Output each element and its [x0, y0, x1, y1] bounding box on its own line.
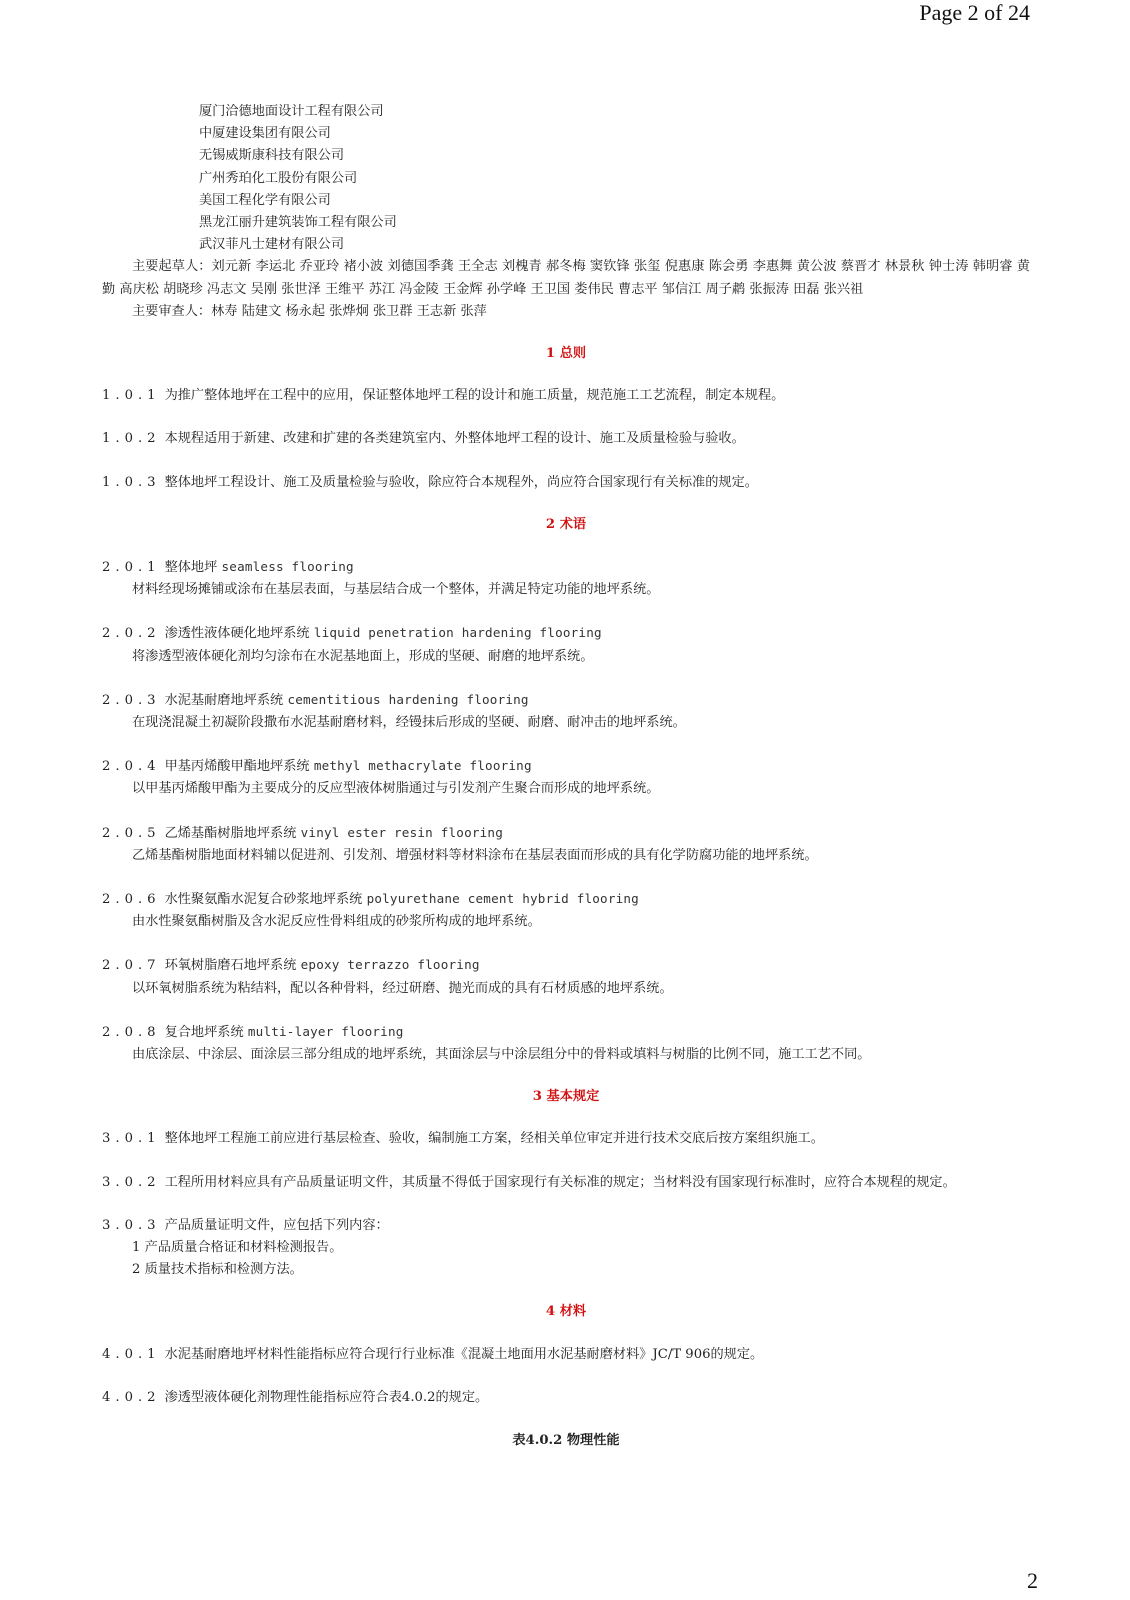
term-name: 复合地坪系统	[164, 1024, 244, 1040]
term-definition: 将渗透型液体硬化剂均匀涂布在水泥基地面上，形成的坚硬、耐磨的地坪系统。	[132, 648, 594, 664]
clause-number: 2.0.2	[102, 626, 161, 642]
reviewers-label: 主要审查人：	[132, 303, 212, 319]
clause-number: 2.0.1	[102, 559, 161, 575]
term-entry	[102, 954, 1030, 999]
drafters-label: 主要起草人：	[132, 259, 212, 275]
page-number: 2	[1027, 1568, 1038, 1593]
reviewers-names: 林寿 陆建文 杨永起 张烨炯 张卫群 王志新 张萍	[211, 303, 487, 319]
clause	[102, 1215, 1030, 1282]
clause-text: 本规程适用于新建、改建和扩建的各类建筑室内、外整体地坪工程的设计、施工及质量检验与验收。	[164, 431, 745, 447]
clause	[102, 1387, 1030, 1409]
clause-number: 1.0.3	[102, 474, 161, 490]
section-title-general: 1 总则	[545, 345, 587, 361]
clause-number: 1.0.1	[102, 388, 161, 404]
term-definition: 材料经现场摊铺或涂布在基层表面，与基层结合成一个整体，并满足特定功能的地坪系统。	[132, 582, 660, 598]
term-name: 整体地坪	[164, 559, 218, 575]
term-entry	[102, 556, 1030, 601]
term-english: vinyl ester resin flooring	[300, 824, 503, 840]
list-item: 黑龙江丽升建筑装饰工程有限公司	[199, 214, 397, 230]
clause-number: 3.0.1	[102, 1131, 161, 1147]
clause	[102, 472, 1030, 494]
clause-text: 整体地坪工程施工前应进行基层检查、验收，编制施工方案，经相关单位审定并进行技术交底后按方案组织施工。	[164, 1131, 824, 1147]
clause-number: 4.0.1	[102, 1346, 161, 1362]
term-entry	[102, 755, 1030, 800]
clause-number: 2.0.8	[102, 1024, 161, 1040]
clause-number: 3.0.2	[102, 1174, 161, 1190]
clause	[102, 1128, 1030, 1150]
table-caption: 表4.0.2 物理性能	[512, 1433, 620, 1449]
section-title-basic-rules: 3 基本规定	[532, 1089, 600, 1105]
term-entry	[102, 622, 1030, 667]
term-definition: 在现浇混凝土初凝阶段撒布水泥基耐磨材料，经镘抹后形成的坚硬、耐磨、耐冲击的地坪系统。	[132, 714, 686, 730]
term-name: 环氧树脂磨石地坪系统	[164, 958, 297, 974]
clause-number: 2.0.4	[102, 759, 161, 775]
term-entry	[102, 888, 1030, 933]
clause-number: 2.0.6	[102, 891, 161, 907]
term-entry	[102, 689, 1030, 734]
document-body	[102, 101, 1030, 1452]
clause	[102, 1172, 1030, 1194]
term-definition: 以环氧树脂系统为粘结料，配以各种骨料，经过研磨、抛光而成的具有石材质感的地坪系统。	[132, 980, 673, 996]
list-item: 厦门洽德地面设计工程有限公司	[199, 104, 384, 119]
term-name: 水性聚氨酯水泥复合砂浆地坪系统	[164, 891, 363, 907]
company-list	[102, 101, 1030, 256]
clause-number: 2.0.3	[102, 692, 161, 708]
clause	[102, 428, 1030, 450]
term-name: 乙烯基酯树脂地坪系统	[164, 825, 297, 841]
term-name: 水泥基耐磨地坪系统	[164, 692, 284, 708]
list-item: 中厦建设集团有限公司	[199, 126, 331, 142]
term-english: epoxy terrazzo flooring	[300, 957, 480, 973]
list-item: 无锡威斯康科技有限公司	[199, 148, 345, 164]
term-english: cementitious hardening flooring	[287, 691, 529, 707]
list-item: 1 产品质量合格证和材料检测报告。	[132, 1240, 343, 1255]
term-english: polyurethane cement hybrid flooring	[366, 890, 639, 906]
term-name: 甲基丙烯酸甲酯地坪系统	[164, 759, 310, 775]
list-item: 广州秀珀化工股份有限公司	[199, 170, 358, 186]
clause-number: 2.0.5	[102, 825, 161, 841]
term-english: multi-layer flooring	[247, 1023, 404, 1039]
clause-number: 2.0.7	[102, 958, 161, 974]
reviewers-paragraph	[102, 301, 1030, 323]
term-entry	[102, 1021, 1030, 1066]
clause-text: 工程所用材料应具有产品质量证明文件，其质量不得低于国家现行有关标准的规定；当材料没有国家现行标准时，应符合本规程的规定。	[164, 1174, 956, 1190]
clause	[102, 1344, 1030, 1366]
section-title-materials: 4 材料	[545, 1304, 587, 1320]
term-definition: 乙烯基酯树脂地面材料辅以促进剂、引发剂、增强材料等材料涂布在基层表面而形成的具有化学防腐功能的地坪系统。	[132, 847, 818, 863]
clause-number: 4.0.2	[102, 1389, 161, 1405]
clause-text: 产品质量证明文件，应包括下列内容：	[164, 1217, 389, 1233]
term-english: methyl methacrylate flooring	[313, 758, 532, 774]
clause	[102, 385, 1030, 407]
clause-number: 3.0.3	[102, 1217, 161, 1233]
term-definition: 由水性聚氨酯树脂及含水泥反应性骨料组成的砂浆所构成的地坪系统。	[132, 914, 541, 930]
list-item: 武汉菲凡士建材有限公司	[199, 237, 345, 253]
clause-text: 为推广整体地坪在工程中的应用，保证整体地坪工程的设计和施工质量，规范施工工艺流程，制定本规程。	[164, 388, 785, 404]
section-title-terms: 2 术语	[545, 516, 587, 532]
clause-number: 1.0.2	[102, 431, 161, 447]
term-definition: 由底涂层、中涂层、面涂层三部分组成的地坪系统，其面涂层与中涂层组分中的骨料或填料与树脂的比例不同，施工工艺不同。	[132, 1046, 871, 1062]
list-item: 美国工程化学有限公司	[199, 192, 331, 208]
list-item: 2 质量技术指标和检测方法。	[132, 1262, 303, 1278]
term-definition: 以甲基丙烯酸甲酯为主要成分的反应型液体树脂通过与引发剂产生聚合而形成的地坪系统。	[132, 781, 660, 797]
clause-text: 水泥基耐磨地坪材料性能指标应符合现行行业标准《混凝土地面用水泥基耐磨材料》JC/T 906的规定。	[164, 1346, 764, 1362]
term-name: 渗透性液体硬化地坪系统	[164, 626, 310, 642]
clause-text: 整体地坪工程设计、施工及质量检验与验收，除应符合本规程外，尚应符合国家现行有关标准的规定。	[164, 474, 758, 490]
drafters-names: 刘元新 李运北 乔亚玲 褚小波 刘德国季龚 王全志 刘槐青 郝冬梅 窦钦锋 张玺 倪惠康 陈会勇 李惠舞 黄公波 蔡晋才 林景秋 钟士涛 韩明睿 黄勤 高庆松 胡晓珍 冯志文 吴刚 张世泽 王维平 苏江 冯金陵 王金辉 孙学峰 王卫国 娄伟民 曹志平 邹信江 周子鹔 张振涛 田磊 张兴祖	[102, 259, 1030, 297]
clause-text: 渗透型液体硬化剂物理性能指标应符合表4.0.2的规定。	[164, 1389, 489, 1405]
term-entry	[102, 822, 1030, 867]
term-english: seamless flooring	[221, 558, 354, 574]
drafters-paragraph	[102, 256, 1030, 300]
page-header: Page 2 of 24	[919, 0, 1030, 25]
term-english: liquid penetration hardening flooring	[313, 625, 602, 641]
